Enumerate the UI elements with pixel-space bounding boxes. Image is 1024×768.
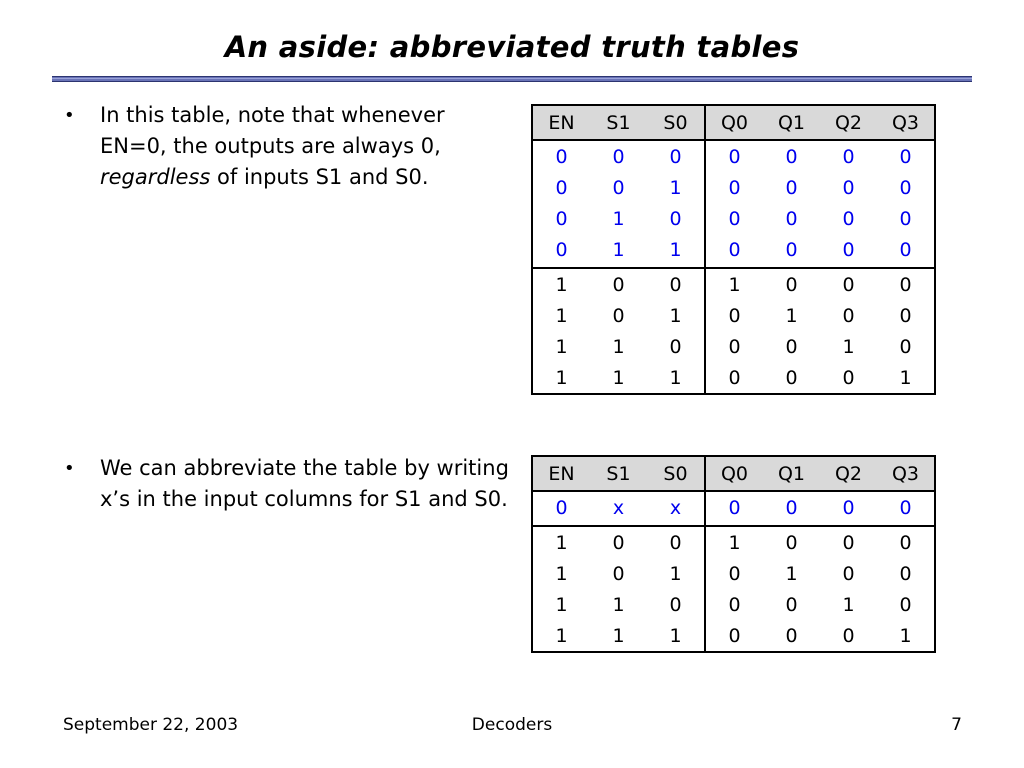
- table-row: [532, 203, 935, 234]
- footer-page-number: 7: [951, 715, 962, 735]
- table-cell: 0: [728, 593, 741, 616]
- table-cell: 0: [555, 207, 568, 230]
- table-header-row: [532, 105, 935, 140]
- table-cell: 0: [647, 526, 705, 558]
- table-cell: 0: [728, 562, 741, 585]
- table-row: [532, 362, 935, 394]
- column-header: S1: [590, 105, 647, 140]
- table-cell: 1: [728, 273, 741, 296]
- table-cell: 0: [842, 624, 855, 647]
- table-cell: 1: [842, 593, 855, 616]
- table-cell: 0: [728, 335, 741, 358]
- table-cell: 0: [728, 304, 741, 327]
- bullet-text: [100, 453, 510, 515]
- table-cell: 0: [532, 234, 590, 268]
- column-header: Q1: [763, 456, 820, 491]
- column-header: Q2: [820, 105, 877, 140]
- table-cell: 0: [728, 176, 741, 199]
- table-cell: 0: [899, 145, 912, 168]
- column-header: Q0: [705, 456, 763, 491]
- table-cell: 0: [899, 176, 912, 199]
- table-cell: 0: [785, 531, 798, 554]
- table-row: [532, 140, 935, 172]
- table-cell: 0: [877, 234, 935, 268]
- table-row: [532, 300, 935, 331]
- table-cell: 0: [612, 145, 625, 168]
- table-header-row: [532, 456, 935, 491]
- table-cell: 0: [647, 331, 705, 362]
- table-row: [532, 558, 935, 589]
- table-cell: 1: [612, 593, 625, 616]
- bullet-icon: •: [64, 458, 75, 479]
- table-row: [532, 620, 935, 652]
- table-cell: 1: [647, 234, 705, 268]
- table-cell: 0: [728, 207, 741, 230]
- column-header: S1: [590, 456, 647, 491]
- table-row: [532, 331, 935, 362]
- full-truth-table: [531, 104, 936, 395]
- slide-title: An aside: abbreviated truth tables: [224, 30, 800, 64]
- table-cell: 0: [647, 268, 705, 300]
- footer-date: September 22, 2003: [63, 715, 239, 735]
- title-underline: [52, 76, 972, 82]
- table-cell: 0: [899, 562, 912, 585]
- table-cell: 1: [842, 335, 855, 358]
- table-cell: x: [590, 491, 647, 526]
- table-row: [532, 491, 935, 526]
- table-cell: 0: [899, 304, 912, 327]
- table-cell: 0: [705, 234, 763, 268]
- table-row: [532, 589, 935, 620]
- table-cell: 0: [899, 593, 912, 616]
- bullet-text-segment: In this table, note that whenever EN=0, the outputs are always 0,: [100, 103, 445, 158]
- column-header: EN: [532, 456, 590, 491]
- bullet-text-emphasis: regardless: [100, 165, 211, 189]
- table-cell: 0: [785, 207, 798, 230]
- table-cell: 0: [728, 624, 741, 647]
- column-header: Q2: [820, 456, 877, 491]
- table-cell: 0: [899, 531, 912, 554]
- table-cell: 0: [612, 176, 625, 199]
- bullet-text-segment: We can abbreviate the table by writing x’s in the input columns for S1 and S0.: [100, 456, 509, 511]
- table-cell: x: [647, 491, 705, 526]
- table-row: [532, 268, 935, 300]
- table-cell: 0: [785, 335, 798, 358]
- table-cell: 0: [785, 176, 798, 199]
- table-cell: 0: [842, 304, 855, 327]
- table-cell: 1: [612, 624, 625, 647]
- table-cell: 1: [555, 562, 568, 585]
- table-cell: 0: [612, 273, 625, 296]
- table-cell: 1: [728, 531, 741, 554]
- table-cell: 0: [842, 531, 855, 554]
- table-cell: 1: [899, 366, 912, 389]
- table-row: [532, 172, 935, 203]
- table-cell: 1: [555, 593, 568, 616]
- table-cell: 1: [555, 366, 568, 389]
- table-cell: 0: [899, 335, 912, 358]
- table-cell: 0: [705, 491, 763, 526]
- table-cell: 0: [820, 234, 877, 268]
- table-cell: 1: [555, 273, 568, 296]
- table-cell: 0: [842, 273, 855, 296]
- column-header: Q1: [763, 105, 820, 140]
- table-row: [532, 234, 935, 268]
- table-cell: 0: [877, 491, 935, 526]
- table-cell: 0: [728, 145, 741, 168]
- table-cell: 0: [785, 273, 798, 296]
- table-cell: 1: [647, 172, 705, 203]
- table-cell: 0: [842, 562, 855, 585]
- table-cell: 1: [555, 624, 568, 647]
- table-cell: 1: [612, 207, 625, 230]
- bullet-text: [100, 100, 510, 193]
- table-cell: 0: [842, 176, 855, 199]
- table-cell: 1: [612, 366, 625, 389]
- table-cell: 0: [842, 145, 855, 168]
- column-header: Q3: [877, 105, 935, 140]
- table-cell: 0: [820, 491, 877, 526]
- table-cell: 1: [555, 304, 568, 327]
- table-cell: 1: [647, 558, 705, 589]
- table-cell: 0: [899, 273, 912, 296]
- table-cell: 0: [555, 176, 568, 199]
- table-cell: 1: [647, 362, 705, 394]
- table-cell: 0: [612, 562, 625, 585]
- table-cell: 0: [785, 145, 798, 168]
- column-header: EN: [532, 105, 590, 140]
- table-cell: 0: [785, 593, 798, 616]
- table-cell: 0: [647, 140, 705, 172]
- table-cell: 0: [763, 491, 820, 526]
- bullet-icon: •: [64, 105, 75, 126]
- bullet-text-segment: of inputs S1 and S0.: [210, 165, 429, 189]
- table-cell: 0: [532, 491, 590, 526]
- table-cell: 1: [647, 300, 705, 331]
- footer-topic: Decoders: [471, 715, 553, 735]
- table-cell: 0: [612, 304, 625, 327]
- table-cell: 0: [728, 366, 741, 389]
- table-cell: 1: [647, 620, 705, 652]
- table-cell: 0: [612, 531, 625, 554]
- table-cell: 1: [785, 304, 798, 327]
- table-cell: 1: [590, 234, 647, 268]
- table-cell: 0: [763, 234, 820, 268]
- table-cell: 0: [647, 203, 705, 234]
- table-cell: 1: [555, 335, 568, 358]
- abbreviated-truth-table: [531, 455, 936, 653]
- table-cell: 0: [555, 145, 568, 168]
- column-header: S0: [647, 456, 705, 491]
- table-cell: 1: [785, 562, 798, 585]
- table-cell: 0: [899, 207, 912, 230]
- table-cell: 0: [785, 366, 798, 389]
- table-cell: 0: [842, 366, 855, 389]
- table-cell: 0: [647, 589, 705, 620]
- table-cell: 1: [899, 624, 912, 647]
- table-cell: 1: [555, 531, 568, 554]
- column-header: Q0: [705, 105, 763, 140]
- column-header: S0: [647, 105, 705, 140]
- table-cell: 0: [842, 207, 855, 230]
- table-row: [532, 526, 935, 558]
- table-cell: 1: [612, 335, 625, 358]
- column-header: Q3: [877, 456, 935, 491]
- table-cell: 0: [785, 624, 798, 647]
